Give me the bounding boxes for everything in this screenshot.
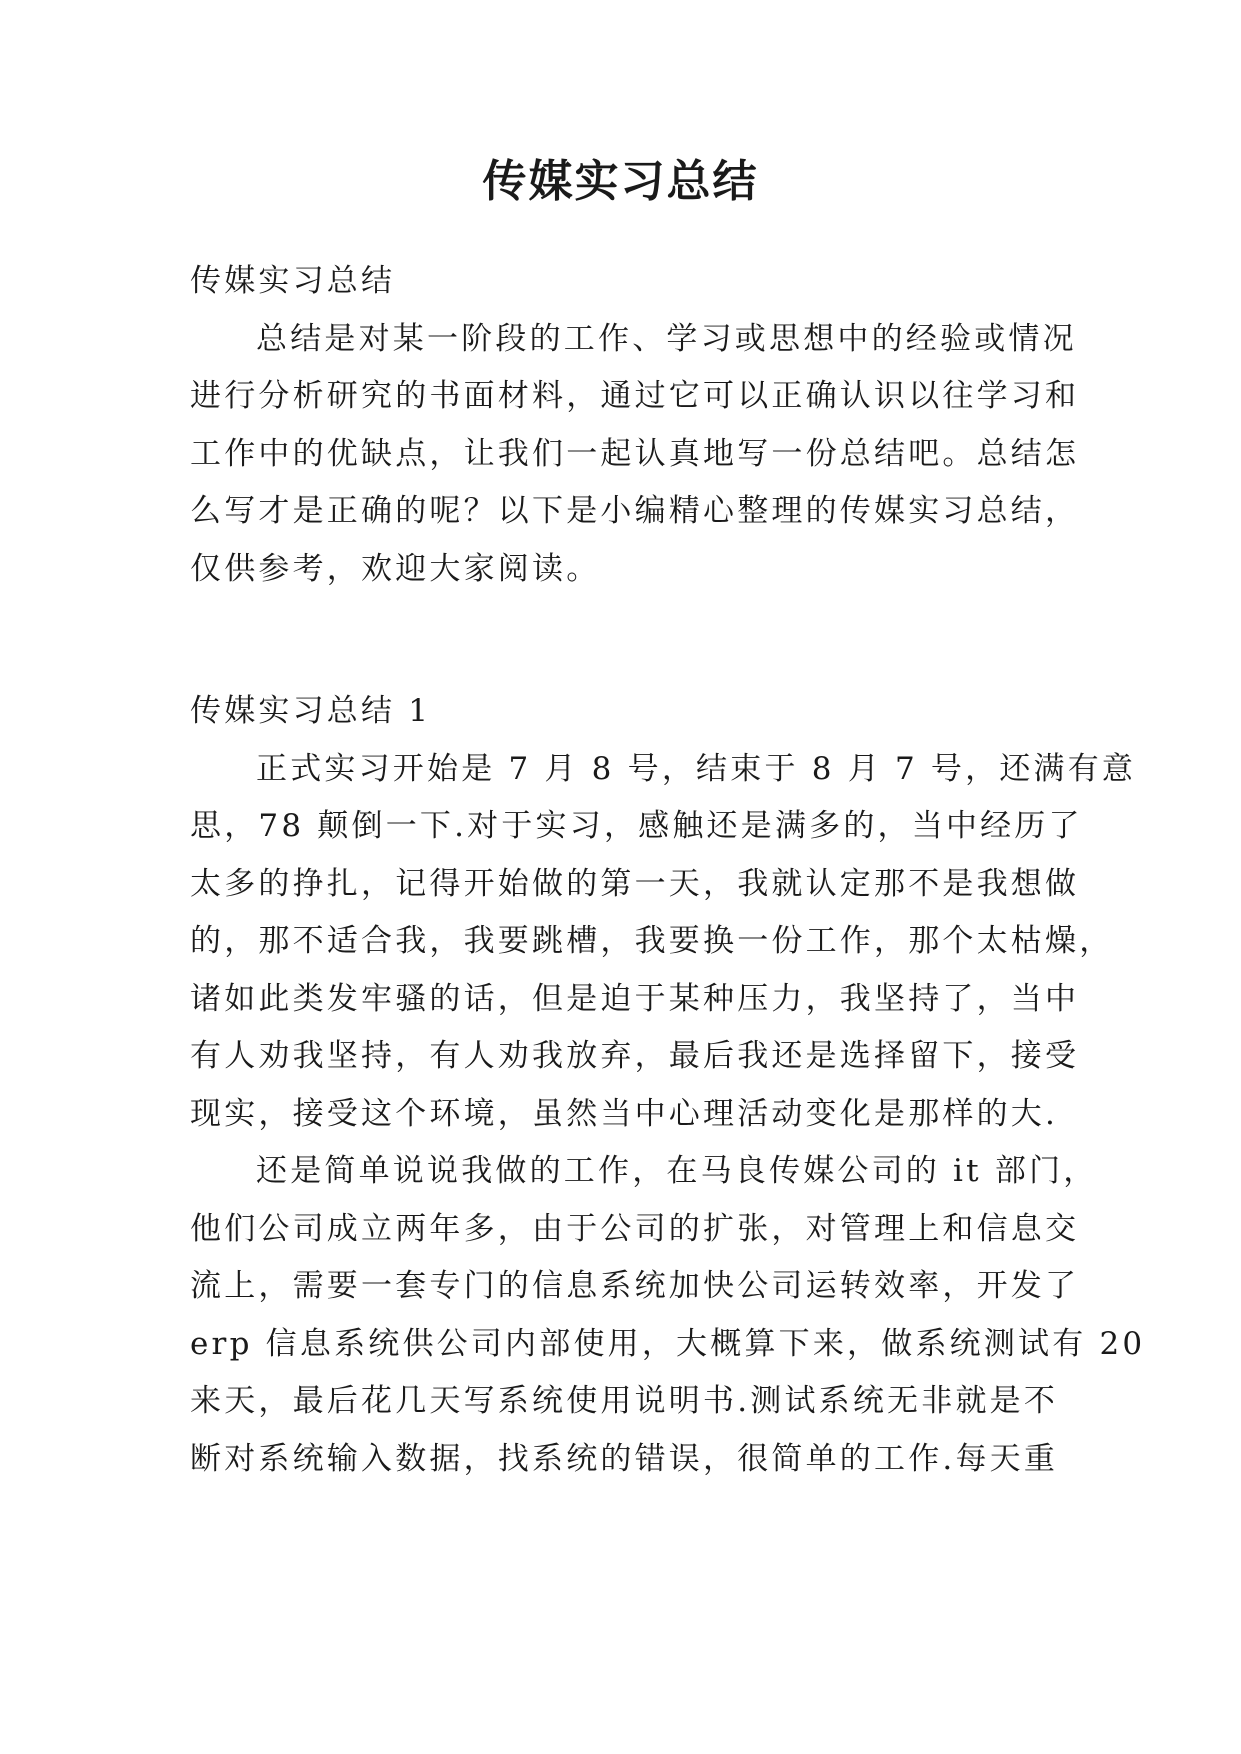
section-1-para-2-line: erp 信息系统供公司内部使用，大概算下来，做系统测试有 20 [190, 1325, 1146, 1362]
intro-line: 总结是对某一阶段的工作、学习或思想中的经验或情况 [256, 320, 1077, 357]
intro-line: 工作中的优缺点，让我们一起认真地写一份总结吧。总结怎 [190, 435, 1080, 472]
section-1-para-2-line: 来天，最后花几天写系统使用说明书.测试系统无非就是不 [190, 1383, 1059, 1419]
intro-line: 进行分析研究的书面材料，通过它可以正确认识以往学习和 [190, 378, 1080, 414]
section-1-para-2-line: 断对系统输入数据，找系统的错误，很简单的工作.每天重 [190, 1440, 1059, 1477]
section-1-para-1-line: 正式实习开始是 7 月 8 号，结束于 8 月 7 号，还满有意 [256, 750, 1137, 787]
section-1 [190, 683, 1146, 1488]
intro-line: 么写才是正确的呢？以下是小编精心整理的传媒实习总结， [190, 493, 1080, 529]
section-1-heading: 传媒实习总结 1 [190, 693, 432, 729]
section-1-para-2-line: 还是简单说说我做的工作，在马良传媒公司的 it 部门， [256, 1153, 1098, 1189]
section-1-para-1-line: 太多的挣扎，记得开始做的第一天，我就认定那不是我想做 [190, 865, 1080, 902]
section-1-para-1-line: 思，78 颠倒一下.对于实习，感触还是满多的，当中经历了 [190, 808, 1083, 844]
section-1-para-2-line: 流上，需要一套专门的信息系统加快公司运转效率，开发了 [190, 1268, 1080, 1304]
section-1-para-1-line: 有人劝我坚持，有人劝我放弃，最后我还是选择留下，接受 [190, 1038, 1080, 1074]
intro-line: 仅供参考，欢迎大家阅读。 [190, 550, 601, 587]
section-1-para-1-line: 的，那不适合我，我要跳槽，我要换一份工作，那个太枯燥， [190, 923, 1114, 959]
document-title: 传媒实习总结 [482, 156, 759, 207]
intro-section [190, 253, 1080, 598]
section-1-para-2-line: 他们公司成立两年多，由于公司的扩张，对管理上和信息交 [190, 1210, 1080, 1247]
intro-heading: 传媒实习总结 [190, 263, 396, 299]
section-1-para-1-line: 现实，接受这个环境，虽然当中心理活动变化是那样的大. [190, 1095, 1059, 1132]
section-1-para-1-line: 诸如此类发牢骚的话，但是迫于某种压力，我坚持了，当中 [190, 980, 1080, 1017]
